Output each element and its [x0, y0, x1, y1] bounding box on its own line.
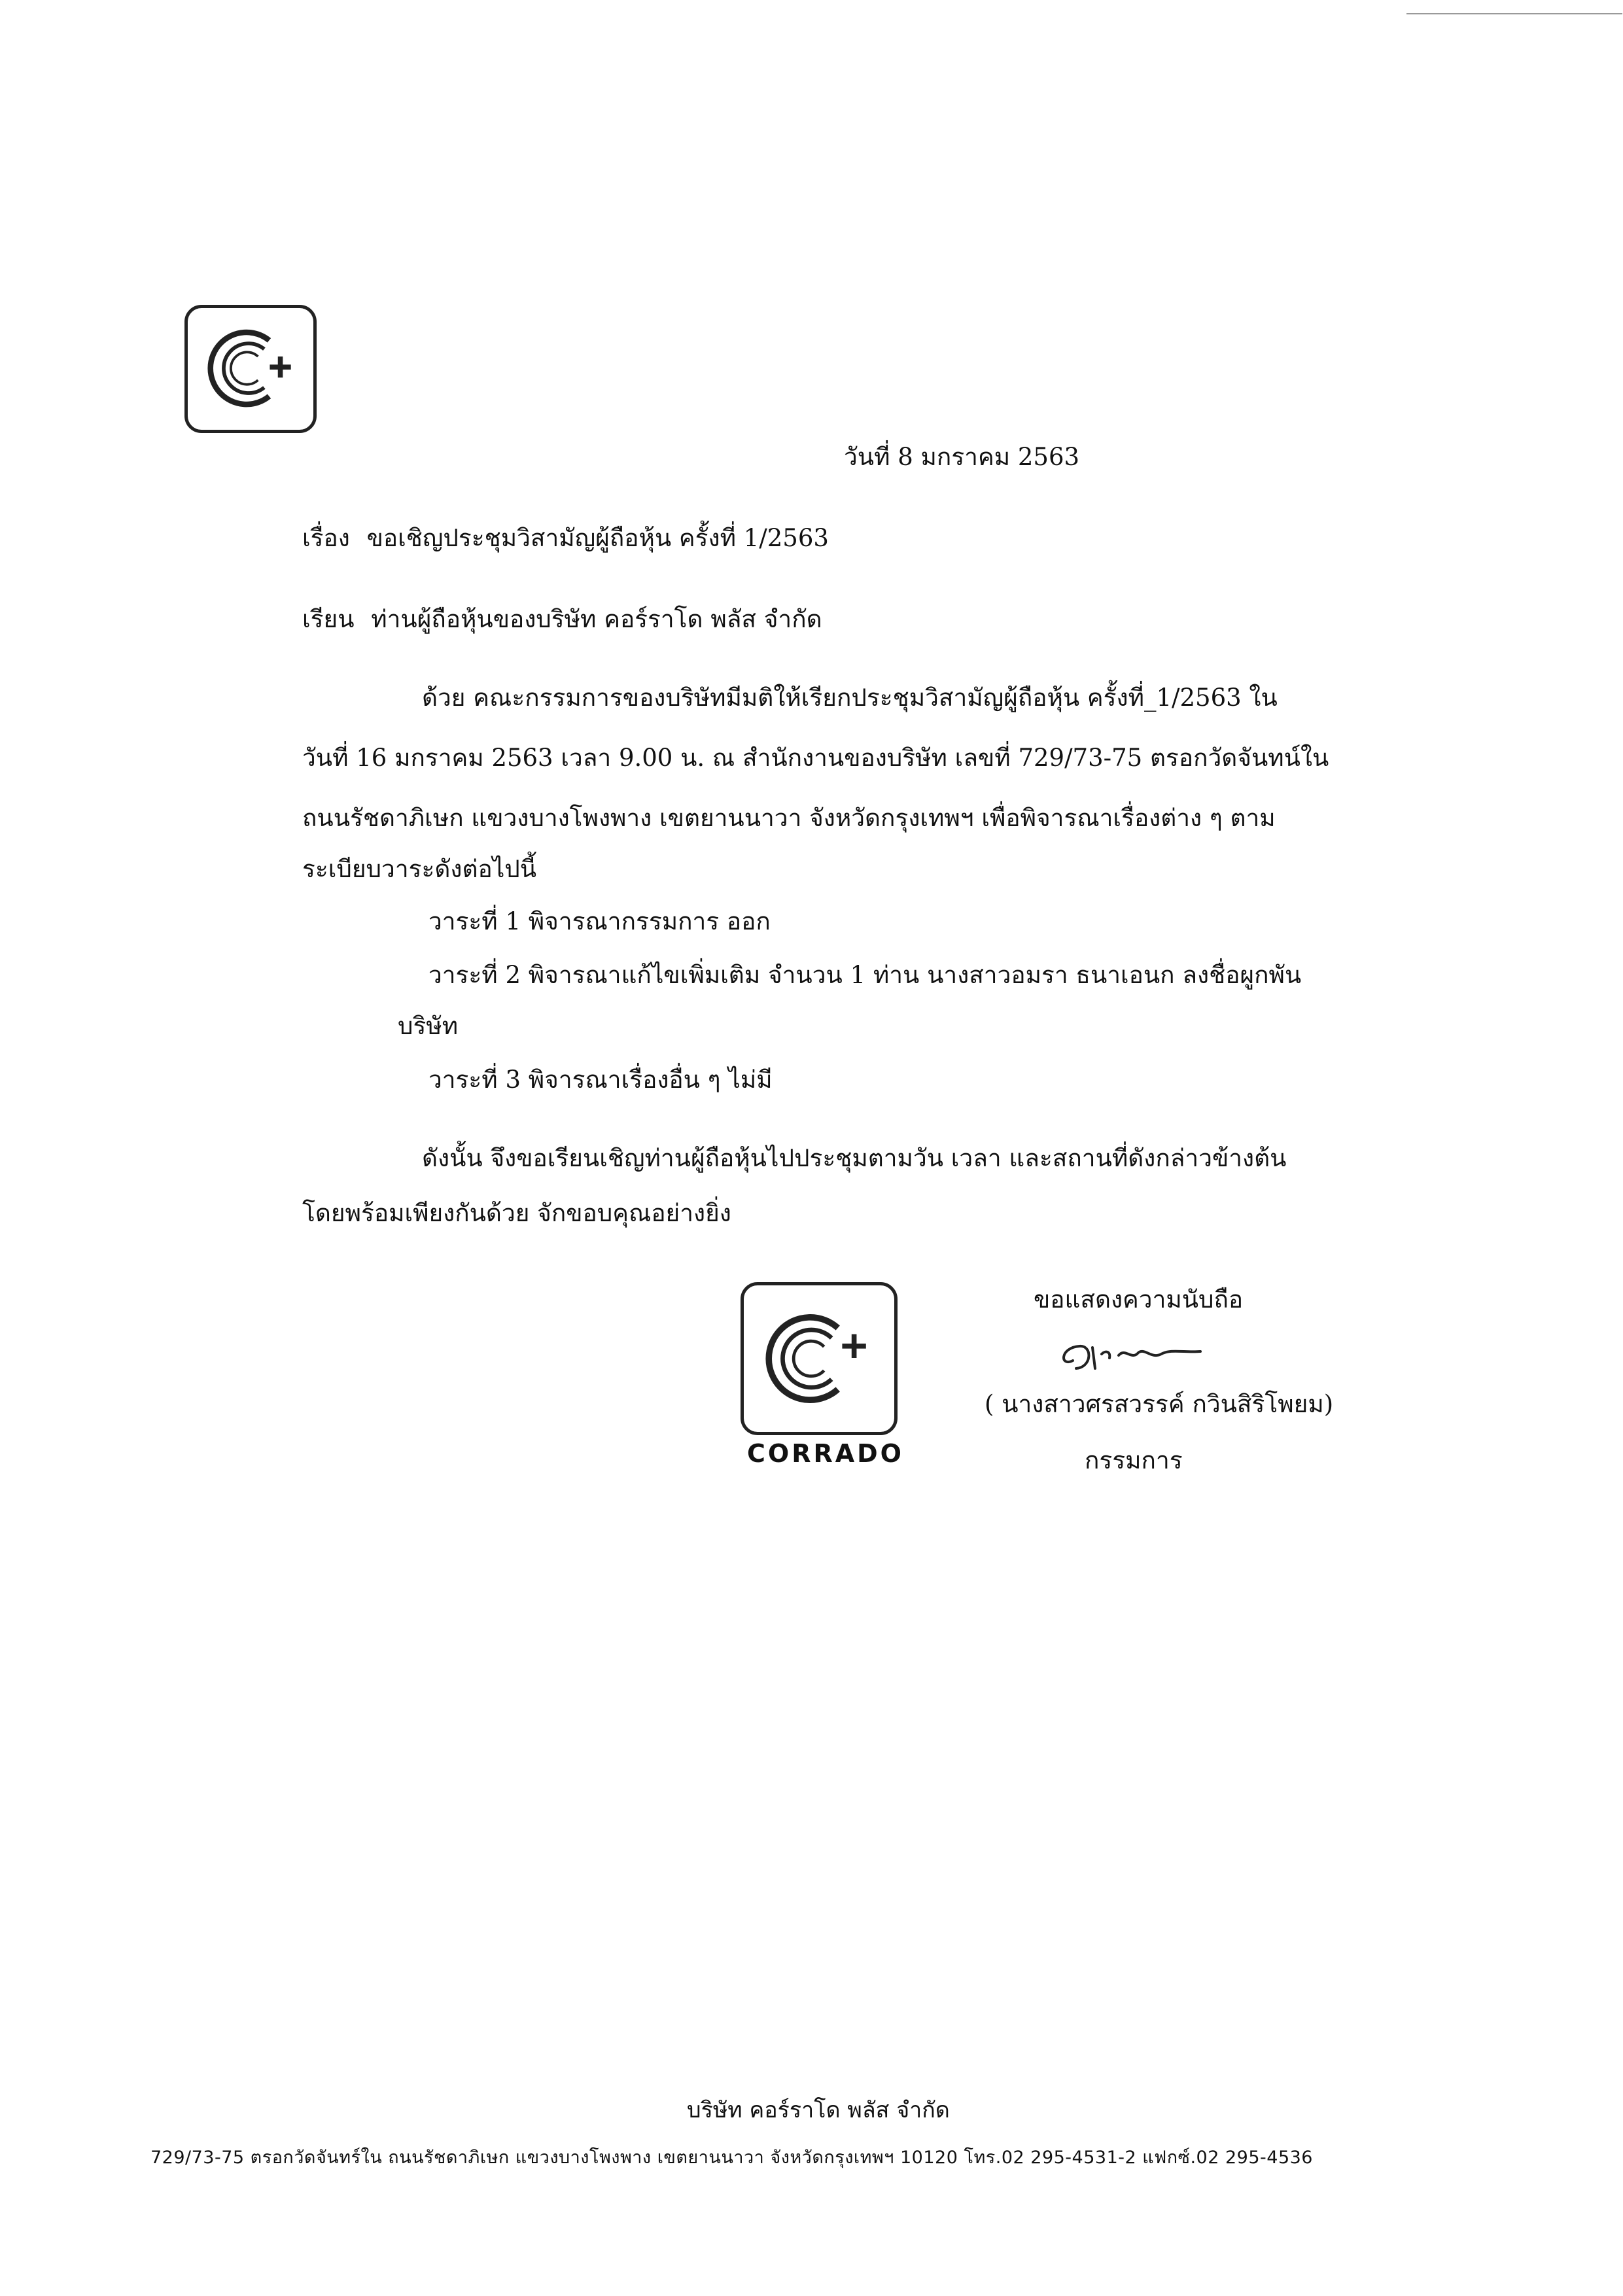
subject-text: ขอเชิญประชุมวิสามัญผู้ถือหุ้น ครั้งที่ 1/2563 [366, 524, 829, 552]
c-plus-logo-icon [188, 308, 313, 430]
subject-line [302, 526, 829, 550]
letter-date: วันที่ 8 มกราคม 2563 [844, 443, 1080, 471]
body-line-1: ด้วย คณะกรรมการของบริษัทมีมติให้เรียกประชุมวิสามัญผู้ถือหุ้น ครั้งที่_1/2563 ใน [422, 684, 1278, 712]
closing-line-2: โดยพร้อมเพียงกันด้วย จักขอบคุณอย่างยิ่ง [302, 1199, 731, 1227]
agenda-item-3: วาระที่ 3 พิจารณาเรื่องอื่น ๆ ไม่มี [428, 1066, 773, 1094]
agenda-item-1: วาระที่ 1 พิจารณากรรมการ ออก [428, 907, 771, 935]
seal-company-name: CORRADO [747, 1439, 904, 1468]
body-line-3: ถนนรัชดาภิเษก แขวงบางโพงพาง เขตยานนาวา จังหวัดกรุงเทพฯ เพื่อพิจารณาเรื่องต่าง ๆ ตาม [302, 804, 1276, 832]
footer-address: 729/73-75 ตรอกวัดจันทร์ใน ถนนรัชดาภิเษก แขวงบางโพงพาง เขตยานนาวา จังหวัดกรุงเทพฯ 10120 โทร.02 295-4531-2 แฟกซ์.02 295-4536 [150, 2148, 1313, 2168]
scan-line [1406, 13, 1622, 14]
agenda-item-2-cont: บริษัท [398, 1012, 459, 1040]
recipient-text: ท่านผู้ถือหุ้นของบริษัท คอร์ราโด พลัส จำกัด [371, 605, 822, 633]
body-line-4: ระเบียบวาระดังต่อไปนี้ [302, 855, 537, 883]
body-line-2: วันที่ 16 มกราคม 2563 เวลา 9.00 น. ณ สำนักงานของบริษัท เลขที่ 729/73-75 ตรอกวัดจันทน์ใน [302, 744, 1329, 772]
agenda-item-2: วาระที่ 2 พิจารณาแก้ไขเพิ่มเติม จำนวน 1 ท่าน นางสาวอมรา ธนาเอนก ลงชื่อผูกพัน [428, 961, 1302, 989]
company-seal [741, 1282, 898, 1435]
signatory-position: กรรมการ [1085, 1446, 1183, 1474]
closing-line-1: ดังนั้น จึงขอเรียนเชิญท่านผู้ถือหุ้นไปประชุมตามวัน เวลา และสถานที่ดังกล่าวข้างต้น [422, 1144, 1287, 1172]
c-plus-seal-icon [744, 1285, 894, 1432]
company-logo [184, 305, 317, 433]
handwritten-signature-icon [1053, 1334, 1210, 1380]
footer-company: บริษัท คอร์ราโด พลัส จำกัด [687, 2097, 950, 2123]
signature-salutation: ขอแสดงความนับถือ [1034, 1285, 1244, 1313]
subject-label: เรื่อง [302, 524, 350, 552]
signatory-name: ( นางสาวศรสวรรค์ กวินสิริโพยม) [985, 1390, 1334, 1418]
recipient-line [302, 607, 822, 631]
recipient-label: เรียน [302, 605, 355, 633]
